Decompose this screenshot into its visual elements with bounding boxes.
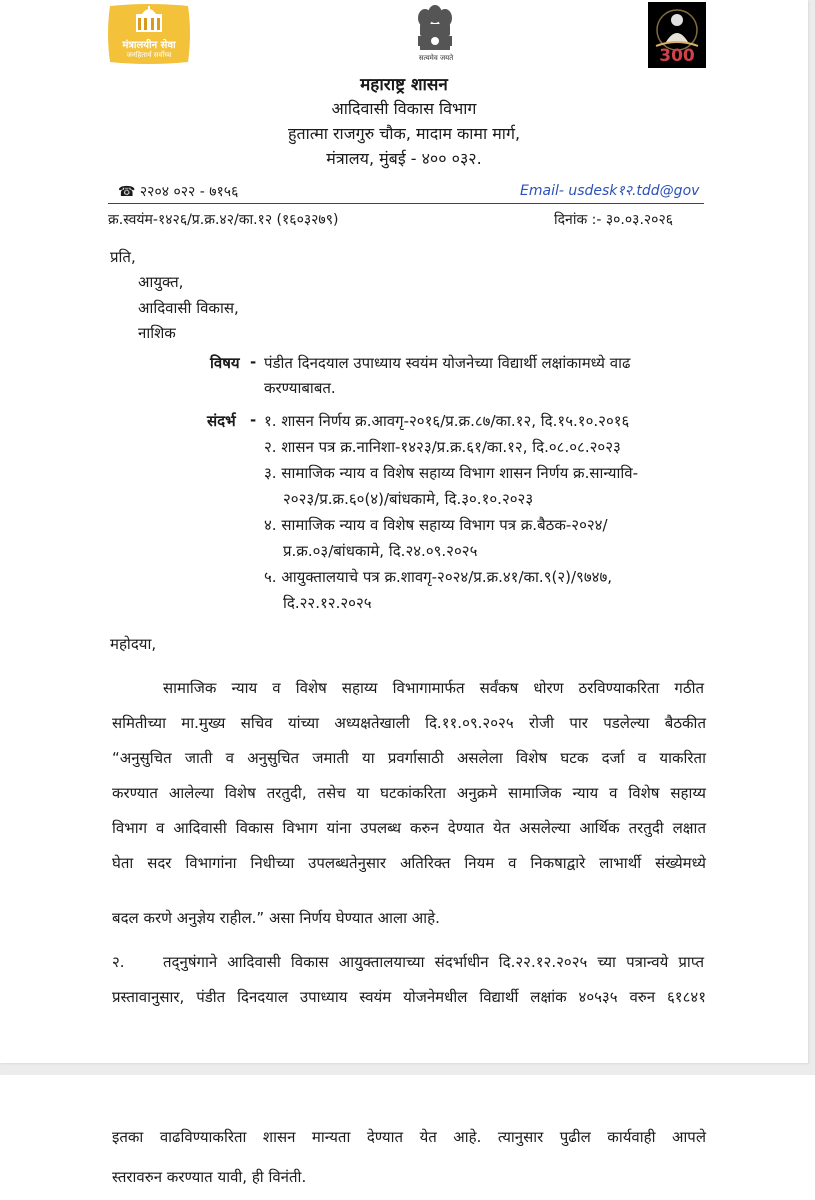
reference-item-continued: दि.२२.१२.२०२५ xyxy=(283,594,372,612)
paragraph-1-line: विभाग व आदिवासी विकास विभाग यांना उपलब्ध करुन देण्यात येत असलेल्या आर्थिक तरतुदी लक्षात xyxy=(112,819,706,837)
address-line-1: हुतात्मा राजगुरु चौक, मादाम कामा मार्ग, xyxy=(287,124,521,143)
subject-line-1: पंडीत दिनदयाल उपाध्याय स्वयंम योजनेच्या विद्यार्थी लक्षांकामध्ये वाढ xyxy=(264,354,631,372)
subject-line-2: करण्याबाबत. xyxy=(264,379,336,397)
references-dash: - xyxy=(250,411,257,429)
anniversary-300-logo xyxy=(648,2,706,68)
department-name: आदिवासी विकास विभाग xyxy=(331,99,477,118)
page-2-line: स्तरावरुन करण्यात यावी, ही विनंती. xyxy=(112,1168,307,1186)
paragraph-1-line: बदल करणे अनुज्ञेय राहील.” असा निर्णय घेण्यात आला आहे. xyxy=(112,909,440,927)
reference-item: ५. आयुक्तालयाचे पत्र क्र.शावगृ-२०२४/प्र.क्र.४१/का.९(२)/९७४७, xyxy=(264,568,613,586)
reference-item: ४. सामाजिक न्याय व विशेष सहाय्य विभाग पत्र क्र.बैठक-२०२४/ xyxy=(264,516,608,534)
paragraph-1-line: करण्यात आलेल्या विशेष तरतुदी, तसेच या घटकांकरिता अनुक्रमे सामाजिक न्याय व विशेष सहाय्य xyxy=(112,784,706,802)
paragraph-1-line: समितीच्या मा.मुख्य सचिव यांच्या अध्यक्षतेखाली दि.११.०९.२०२५ रोजी पार पडलेल्या बैठकीत xyxy=(112,714,706,732)
reference-item: १. शासन निर्णय क्र.आवगृ-२०१६/प्र.क्र.८७/का.१२, दि.१५.१०.२०१६ xyxy=(264,412,630,430)
references-label: संदर्भ xyxy=(207,412,236,430)
subject-dash: - xyxy=(250,353,257,371)
page-2-line: इतका वाढविण्याकरिता शासन मान्यता देण्यात येत आहे. त्यानुसार पुढील कार्यवाही आपले xyxy=(112,1128,706,1146)
reference-item: ३. सामाजिक न्याय व विशेष सहाय्य विभाग शासन निर्णय क्र.सान्यावि- xyxy=(264,464,639,482)
paragraph-1-line: घेता सदर विभागांना निधीच्या उपलब्धतेनुसार अतिरिक्त नियम व निकषाद्वारे लाभार्थी संख्येमध्ये xyxy=(112,854,706,872)
subject-label: विषय xyxy=(210,354,240,372)
addressee-line-1: आयुक्त, xyxy=(138,273,184,291)
paragraph-2-line: तद्नुषंगाने आदिवासी विकास आयुक्तालयाच्या संदर्भाधीन दि.२२.१२.२०२५ च्या पत्रान्वये प्राप्त xyxy=(163,953,704,971)
addressee-line-2: आदिवासी विकास, xyxy=(138,299,239,317)
mantralay-seva-logo xyxy=(106,4,192,66)
paragraph-2-number: २. xyxy=(112,953,125,971)
logo-right-number: 300 xyxy=(659,46,695,66)
emblem-motto: सत्यमेव जयते xyxy=(418,54,454,62)
addressee-line-3: नाशिक xyxy=(138,324,176,342)
org-name: महाराष्ट्र शासन xyxy=(360,75,448,95)
address-line-2: मंत्रालय, मुंबई - ४०० ०३२. xyxy=(326,149,482,168)
letter-date: दिनांक :- ३०.०३.२०२६ xyxy=(554,212,674,228)
prati-label: प्रति, xyxy=(110,248,136,266)
paragraph-2-line: प्रस्तावानुसार, पंडीत दिनदयाल उपाध्याय स्वयंम योजनेमधील विद्यार्थी लक्षांक ४०५३५ वरुन ६१८४१ xyxy=(112,988,706,1006)
paragraph-1-line: सामाजिक न्याय व विशेष सहाय्य विभागामार्फत सर्वंकष धोरण ठरविण्याकरिता गठीत xyxy=(163,679,704,697)
ashoka-emblem-icon xyxy=(410,2,460,62)
salutation: महोदया, xyxy=(110,635,157,653)
reference-item-continued: प्र.क्र.०३/बांधकामे, दि.२४.०९.२०२५ xyxy=(283,542,478,560)
header-divider xyxy=(108,203,704,204)
reference-number: क्र.स्वयंम-१४२६/प्र.क्र.४२/का.१२ (१६०३२७९) xyxy=(108,212,339,228)
logo-left-text: मंत्रालयीन सेवा xyxy=(122,40,176,51)
logo-left-subtext: जनहितार्थ सर्वोच्च xyxy=(126,51,172,59)
paragraph-1-line: “अनुसुचित जाती व अनुसुचित जमाती या प्रवर्गासाठी असलेला विशेष घटक दर्जा व याकरिता xyxy=(112,749,706,767)
letter-page-2 xyxy=(0,1075,815,1200)
reference-item-continued: २०२३/प्र.क्र.६०(४)/बांधकामे, दि.३०.१०.२०२३ xyxy=(283,490,534,508)
email-address: Email- usdesk१२.tdd@gov xyxy=(520,183,700,199)
reference-item: २. शासन पत्र क्र.नानिशा-१४२३/प्र.क्र.६१/का.१२, दि.०८.०८.२०२३ xyxy=(264,438,621,456)
phone-number: ☎ २२०४ ०२२ - ७१५६ xyxy=(118,184,239,200)
